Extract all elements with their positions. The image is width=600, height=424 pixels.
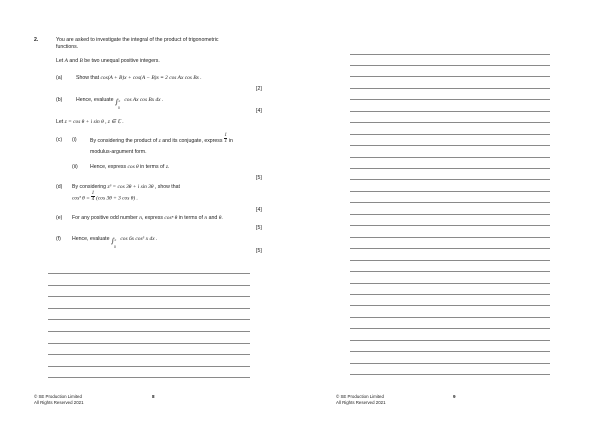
answer-line [48,331,250,332]
part-e-label: (e) [56,215,63,221]
answer-line [350,294,550,295]
period: . [167,164,170,170]
var-z: z [165,164,168,170]
show-that: show that [157,184,180,190]
question-intro-line2: functions. [56,43,79,50]
answer-line [350,54,550,55]
part-e-marks: [5] [256,225,262,231]
answer-line [350,283,550,284]
answer-line [350,202,550,203]
fraction-numerator: 1 [91,191,95,196]
period: . [221,215,223,221]
answer-line [350,328,550,329]
part-d-result [72,191,138,202]
answer-line [350,248,550,249]
answer-line [350,65,550,66]
part-b-text [76,97,164,110]
answer-line [350,271,550,272]
let-z-word: Let [56,119,64,125]
part-f-label: (f) [56,236,61,242]
answer-line [350,145,550,146]
part-b-marks: [4] [256,108,262,114]
integral-lower-limit: 0 [117,105,120,110]
fraction-denominator: 4 [91,197,95,202]
answer-line [350,225,550,226]
part-c-ii-text [90,164,169,170]
part-f-integrand: cos 6x cos⁵ x dx . [120,236,158,242]
answer-line [350,237,550,238]
cos-cubed-rhs: (cos 3θ + 3 cos θ) . [96,195,138,202]
cos-theta: cos θ [127,164,139,170]
answer-line [350,214,550,215]
and-word: and [69,58,79,64]
fraction-denominator: z [224,139,227,144]
var-n: n [139,215,142,221]
part-c-marks: [5] [256,175,262,181]
let-word: Let [56,58,64,64]
part-c-ii-label: (ii) [72,164,78,170]
page-number-right: 9 [453,394,456,399]
part-b-integrand: cos Ax cos Bx dx . [124,97,164,103]
answer-line [350,340,550,341]
part-c-i-label: (i) [72,137,77,143]
answer-line [350,374,550,375]
part-d-instruction: By considering [72,184,107,190]
part-d-text [72,184,180,190]
part-d-marks: [4] [256,207,262,213]
answer-line [48,296,250,297]
answer-line [350,363,550,364]
var-A: A [64,58,68,64]
part-c-ii-instruction: Hence, express [90,164,127,170]
footer-right-line2: All Rights Reserved 2021 [336,400,386,405]
var-B: B [79,58,83,64]
answer-line [48,273,250,274]
let-z-definition: z = cos θ + i sin θ , z ∈ ℂ . [64,119,124,125]
question-intro-line1: You are asked to investigate the integral of the product of trigonometric [56,37,219,43]
integral-upper-limit: π [118,99,121,103]
page-number-left: 8 [152,394,155,399]
answer-line [350,305,550,306]
part-b-instruction: Hence, evaluate [76,97,114,103]
part-e-text [72,215,223,221]
answer-line [48,319,250,320]
answer-line [350,191,550,192]
answer-line [350,317,550,318]
part-b-label: (b) [56,97,63,103]
answer-line [350,134,550,135]
let-statement [56,58,160,64]
answer-line [350,122,550,123]
part-e-instruction: For any positive odd number [72,215,138,221]
part-a-label: (a) [56,75,63,81]
fraction-one-quarter [91,191,94,202]
part-a-text [76,75,202,81]
answer-line [350,351,550,352]
var-n: n [204,215,208,221]
integral-sign: ∫ [114,98,119,106]
answer-line [350,88,550,89]
answer-line [48,354,250,355]
part-f-marks: [5] [256,248,262,254]
part-c-i-text-after: in [228,137,233,144]
cos-cubed-lhs: cos³ θ = [72,195,90,202]
part-d-label: (d) [56,184,63,190]
in-terms-of: in terms of [178,215,203,221]
answer-line [350,179,550,180]
z-cubed-identity: z³ = cos 3θ + i sin 3θ , [107,184,157,190]
part-c-label: (c) [56,137,63,143]
integral-sign: ∫ [110,237,115,245]
answer-line [350,76,550,77]
part-c-i-text [90,133,233,144]
var-z: z [158,137,161,144]
express-word: , express [141,215,163,221]
in-terms-of: in terms of [140,164,165,170]
answer-line [48,308,250,309]
part-a-identity: cos(A + B)x + cos(A − B)x ≡ 2 cos Ax cos Bx . [100,75,202,81]
cos-power-n: cosⁿ θ [164,215,178,221]
part-a-marks: [2] [256,86,262,92]
part-f-instruction: Hence, evaluate [72,236,110,242]
answer-line [48,343,250,344]
part-c-i-text-mid: and its conjugate, express [162,137,223,144]
let-rest: be two unequal positive integers. [84,58,160,64]
footer-right-line1: © SE Production Limited [336,394,384,399]
footer-left-line1: © SE Production Limited [34,394,82,399]
answer-line [350,111,550,112]
answer-line [48,377,250,378]
part-c-i-line2: modulus-argument form. [90,149,147,155]
answer-line [48,366,250,367]
fraction-one-over-z [224,133,227,144]
answer-line [350,168,550,169]
and-word: and [208,215,218,221]
integral-upper-limit: π [114,238,117,242]
let-z-statement [56,119,124,125]
answer-line [350,99,550,100]
fraction-numerator: 1 [224,133,227,138]
answer-line [350,157,550,158]
part-a-instruction: Show that [76,75,100,81]
integral-lower-limit: 0 [113,244,116,249]
part-f-text [72,236,158,249]
answer-line [48,285,250,286]
question-number: 2. [34,37,39,43]
var-theta: θ [218,215,222,221]
answer-line [350,260,550,261]
footer-left-line2: All Rights Reserved 2021 [34,400,84,405]
part-c-i-text-before: By considering the product of [90,137,158,144]
